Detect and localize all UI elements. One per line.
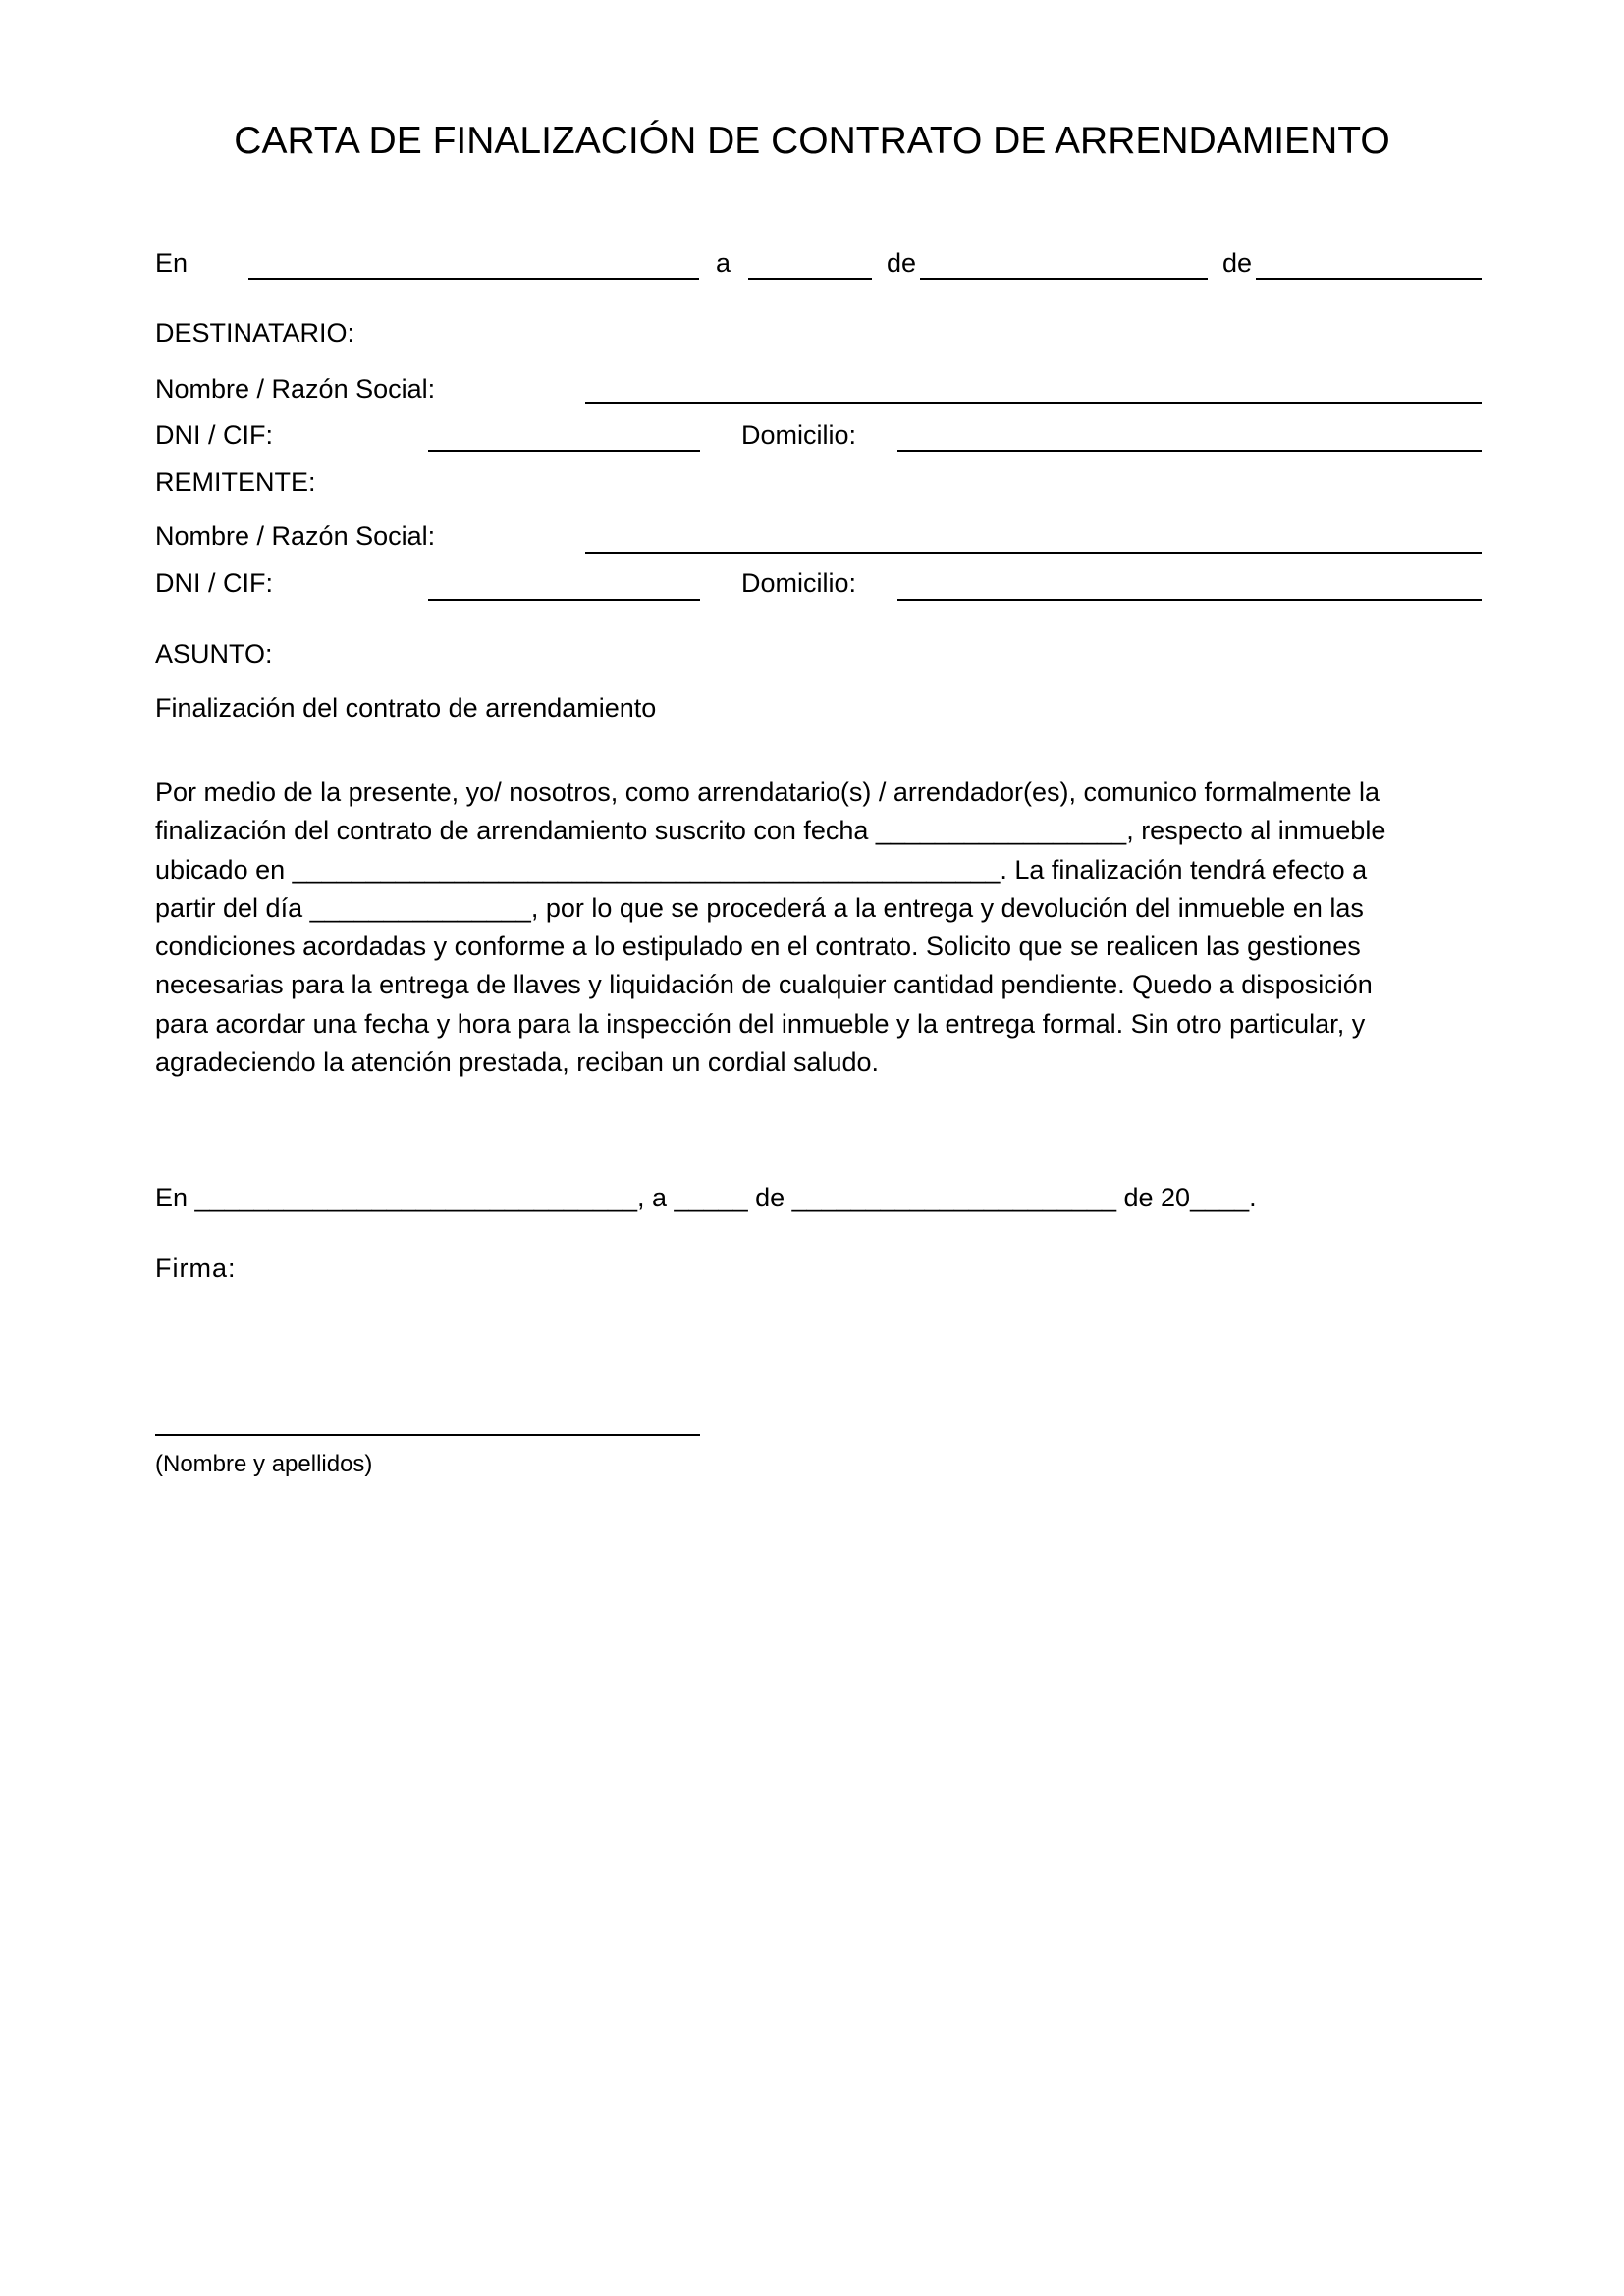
body-line: partir del día _______________, por lo que se procederá a la entrega y devolución del inmueble en las <box>155 892 1364 923</box>
destinatario-nombre-field[interactable] <box>585 402 1482 404</box>
destinatario-heading: DESTINATARIO: <box>155 318 355 347</box>
body-line: ubicado en ________________________________________________. La finalización tendrá efecto a <box>155 854 1368 884</box>
body-line: Por medio de la presente, yo/ nosotros, como arrendatario(s) / arrendador(es), comunico formalmente la <box>155 777 1380 807</box>
remitente-heading: REMITENTE: <box>155 467 316 497</box>
destinatario-dni-label: DNI / CIF: <box>155 420 273 450</box>
destinatario-dni-field[interactable] <box>428 450 700 452</box>
document-title: CARTA DE FINALIZACIÓN DE CONTRATO DE ARRENDAMIENTO <box>234 120 1390 162</box>
destinatario-domicilio-label: Domicilio: <box>741 420 857 450</box>
destinatario-domicilio-field[interactable] <box>897 450 1482 452</box>
header-a-label: a <box>716 248 731 278</box>
asunto-text: Finalización del contrato de arrendamiento <box>155 693 657 722</box>
header-place-field[interactable] <box>248 278 699 280</box>
asunto-heading: ASUNTO: <box>155 639 273 668</box>
body-line: para acordar una fecha y hora para la inspección del inmueble y la entrega formal. Sin otro particular, y <box>155 1008 1366 1039</box>
remitente-nombre-label: Nombre / Razón Social: <box>155 521 436 551</box>
firma-label: Firma: <box>155 1254 237 1283</box>
body-line: finalización del contrato de arrendamiento suscrito con fecha _________________, respecto al inmueble <box>155 816 1386 846</box>
signature-caption: (Nombre y apellidos) <box>155 1451 373 1477</box>
header-day-field[interactable] <box>748 278 872 280</box>
closing-date-line: En ______________________________, a _____ de ______________________ de 20____. <box>155 1183 1257 1212</box>
body-paragraph <box>155 774 1530 1082</box>
header-en-label: En <box>155 248 189 278</box>
header-de2-label: de <box>1222 248 1253 278</box>
body-line: agradeciendo la atención prestada, reciban un cordial saludo. <box>155 1047 880 1078</box>
remitente-domicilio-label: Domicilio: <box>741 568 857 598</box>
remitente-domicilio-field[interactable] <box>897 599 1482 601</box>
header-month-field[interactable] <box>920 278 1208 280</box>
signature-line[interactable] <box>155 1434 700 1436</box>
destinatario-nombre-label: Nombre / Razón Social: <box>155 374 436 403</box>
header-de1-label: de <box>887 248 917 278</box>
header-year-field[interactable] <box>1256 278 1482 280</box>
remitente-dni-label: DNI / CIF: <box>155 568 273 598</box>
body-line: necesarias para la entrega de llaves y liquidación de cualquier cantidad pendiente. Quedo a disposición <box>155 970 1373 1000</box>
remitente-nombre-field[interactable] <box>585 552 1482 554</box>
remitente-dni-field[interactable] <box>428 599 700 601</box>
body-line: condiciones acordadas y conforme a lo estipulado en el contrato. Solicito que se realicen las gestiones <box>155 932 1361 962</box>
